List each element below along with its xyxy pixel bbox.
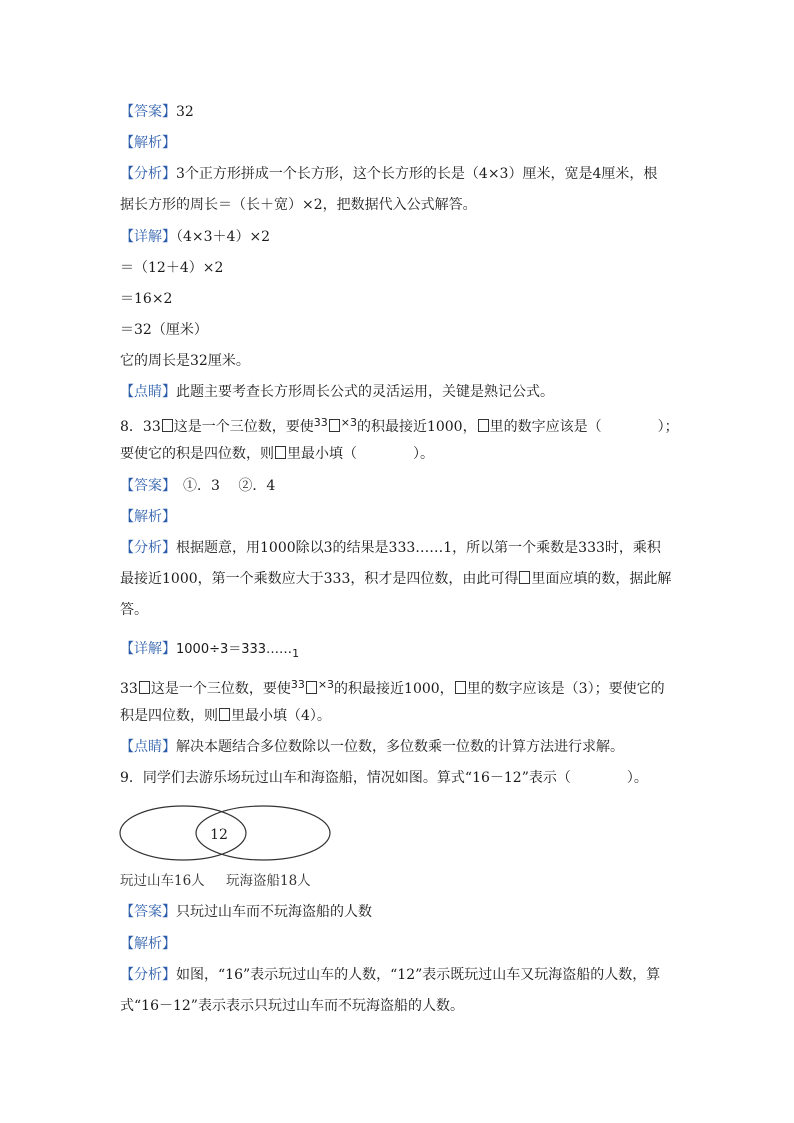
q8-answer: ①．3 ②．4 — [169, 478, 276, 494]
q8-analysis-line — [120, 507, 176, 527]
q8-answer-line — [120, 476, 275, 496]
q7-conclusion: 它的周长是32厘米。 — [120, 353, 250, 369]
q8-fenxi-line-2: 最接近1000，第一个乘数应大于333，积才是四位数，由此可得 里面应填的数，据此解 — [120, 571, 672, 587]
q7-detail-1: （4×3＋4）×2 — [176, 229, 271, 245]
q8-dianjing-line: 【点睛】解决本题结合多位数除以一位数，多位数乘一位数的计算方法进行求解。 — [120, 739, 624, 755]
q7-analysis-line — [120, 133, 176, 153]
q9-question: 9．同学们去游乐场玩过山车和海盗船，情况如图。算式“16－12”表示（ ）。 — [120, 770, 648, 786]
analysis-tag: 【解析】 — [120, 936, 176, 952]
blank-box — [306, 681, 317, 694]
venn-diagram — [118, 803, 332, 893]
analysis-tag: 【解析】 — [120, 135, 176, 151]
q7-fenxi-line-2: 据长方形的周长＝（长＋宽）×2，把数据代入公式解答。 — [120, 197, 477, 213]
dianjing-tag: 【点睛】 — [120, 739, 176, 755]
q8-question-line-1: 8．33 这是一个三位数，要使$^{33}$ $^{\times 3}$的积最接近1000， 里的数字应该是（ ）； — [120, 416, 679, 435]
q9-answer: 只玩过山车而不玩海盗船的人数 — [176, 904, 372, 920]
q7-detail-line-1 — [120, 227, 270, 247]
detail-tag: 【详解】 — [120, 229, 176, 245]
answer-tag: 【答案】 — [120, 904, 176, 920]
q7-answer: 32 — [176, 104, 194, 120]
blank-box — [455, 681, 466, 694]
blank-box — [219, 708, 230, 721]
blank-box — [162, 419, 173, 432]
q7-dianjing-line — [120, 382, 554, 402]
dianjing-tag: 【点睛】 — [120, 384, 176, 400]
answer-tag: 【答案】 — [120, 478, 169, 494]
fenxi-tag: 【分析】 — [120, 166, 176, 182]
q7-dianjing: 此题主要考查长方形周长公式的灵活运用，关键是熟记公式。 — [176, 384, 554, 400]
detail-tag: 【详解】 — [120, 641, 176, 657]
q7-detail-line-3: ＝16×2 — [120, 291, 173, 307]
q8-detail-line-1: 【详解】$1000\div 3=333\dots\dots_1$ — [120, 641, 300, 660]
q9-answer-line — [120, 902, 372, 922]
q7-fenxi-1: 3个正方形拼成一个长方形，这个长方形的长是（4×3）厘米，宽是4厘米，根 — [176, 166, 658, 182]
q8-detail-math: 1000÷3＝333…… — [176, 642, 293, 657]
q8-question-line-2: 要使它的积是四位数，则 里最小填（ ）。 — [120, 446, 434, 462]
q7-fenxi-line-1 — [120, 164, 657, 184]
blank-box — [139, 681, 150, 694]
q7-detail-line-2: ＝（12＋4）×2 — [120, 260, 224, 276]
analysis-tag: 【解析】 — [120, 509, 176, 525]
venn-right-label: 玩海盗船18人 — [226, 873, 311, 889]
q8-fenxi-line-1: 【分析】根据题意，用1000除以3的结果是333……1，所以第一个乘数是333时，乘积 — [120, 540, 661, 556]
q8-fenxi-line-3: 答。 — [120, 602, 148, 618]
answer-tag: 【答案】 — [120, 104, 176, 120]
fenxi-tag: 【分析】 — [120, 967, 176, 983]
q8-detail-line-2: 33 这是一个三位数，要使$^{33}$ $^{\times 3}$的积最接近1000， 里的数字应该是（3）；要使它的 — [120, 678, 665, 697]
venn-left-label: 玩过山车16人 — [120, 873, 205, 889]
fenxi-tag: 【分析】 — [120, 540, 176, 556]
blank-box — [329, 419, 340, 432]
q9-analysis-line — [120, 934, 176, 954]
q9-fenxi-line-1: 【分析】如图，“16”表示玩过山车的人数，“12”表示既玩过山车又玩海盗船的人数，算 — [120, 967, 661, 983]
blank-box — [478, 419, 489, 432]
blank-box — [275, 446, 286, 459]
blank-box — [519, 571, 530, 584]
q7-answer-line — [120, 102, 194, 122]
venn-center-label: 12 — [210, 827, 228, 843]
q9-fenxi-line-2: 式“16－12”表示表示只玩过山车而不玩海盗船的人数。 — [120, 998, 464, 1014]
q8-detail-line-3: 积是四位数，则 里最小填（4）。 — [120, 708, 331, 724]
q7-detail-line-4: ＝32（厘米） — [120, 322, 208, 338]
